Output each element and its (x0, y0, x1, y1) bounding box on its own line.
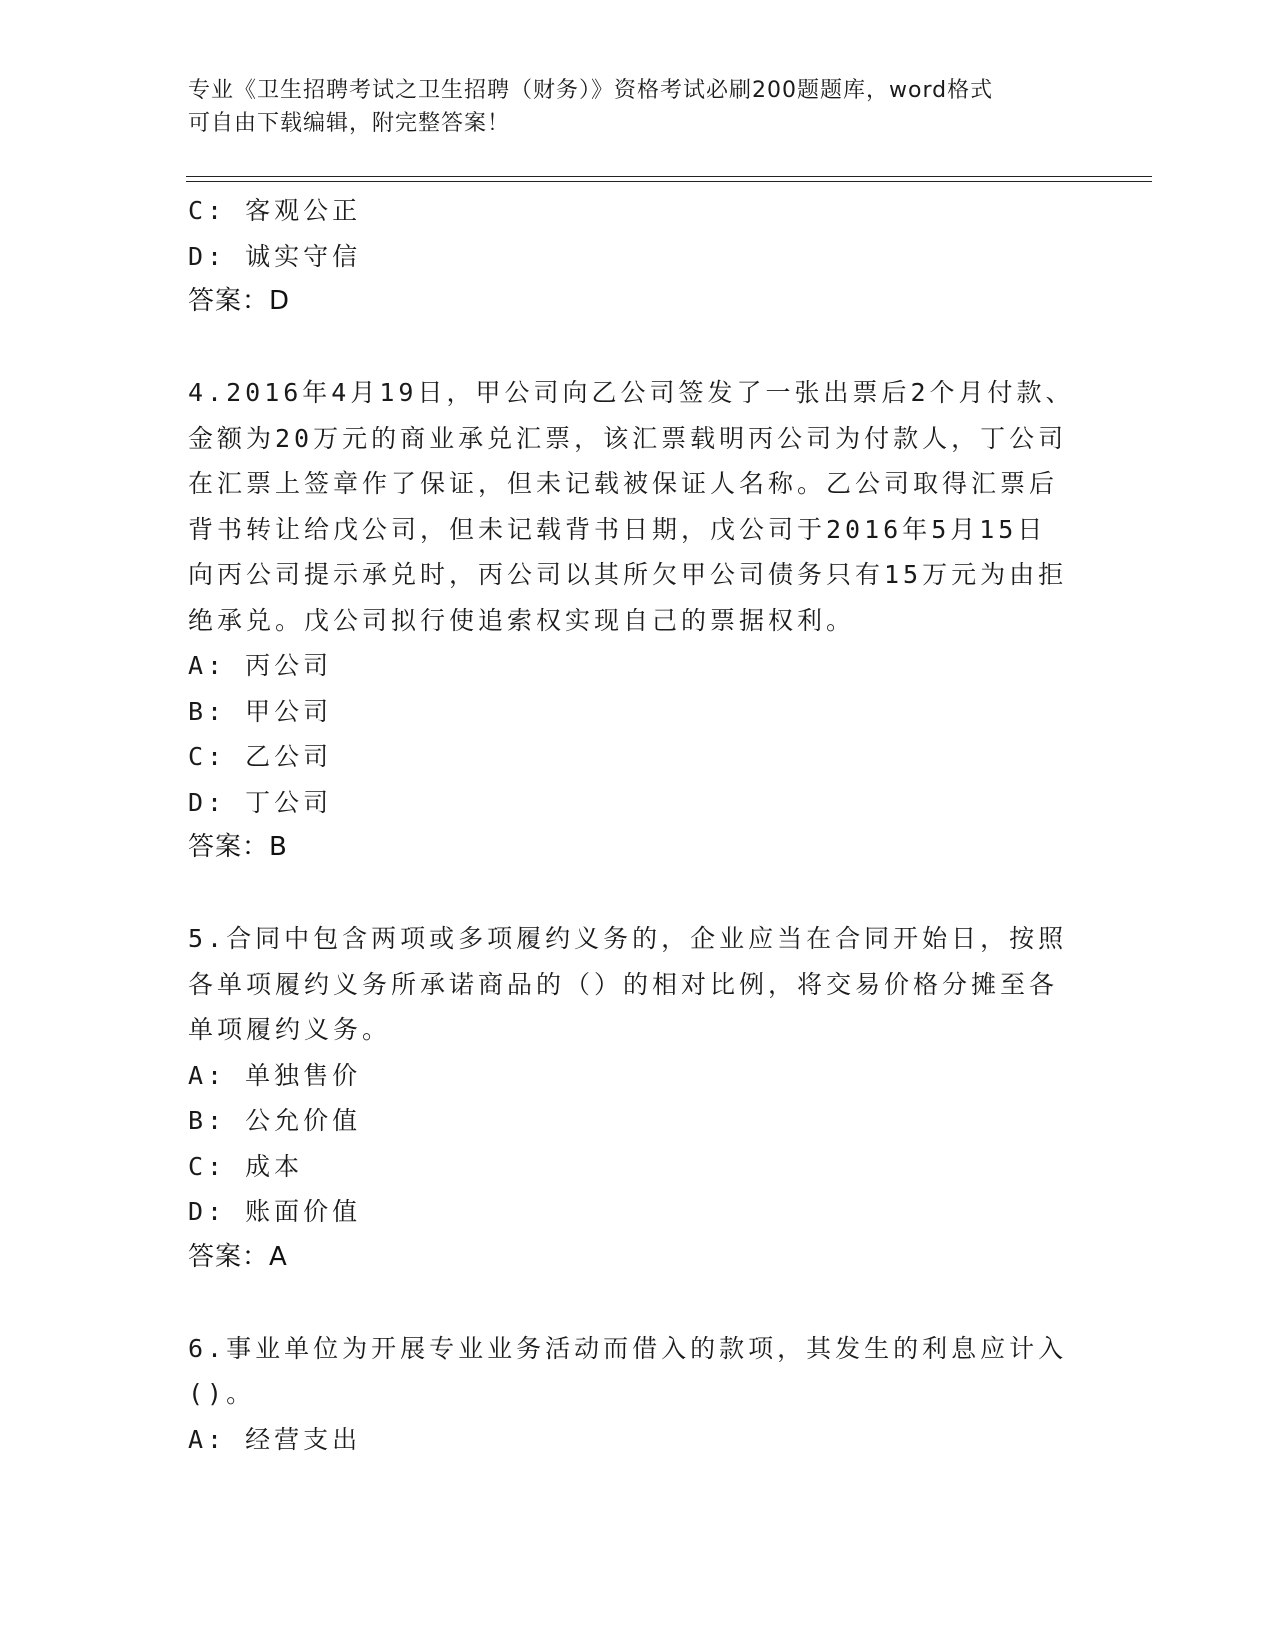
option-d: D: 账面价值 (188, 1197, 362, 1226)
question-text-line: 6.事业单位为开展专业业务活动而借入的款项，其发生的利息应计入 (188, 1333, 1068, 1363)
question-6 (188, 1326, 1088, 1463)
option-a: A: 单独售价 (188, 1060, 362, 1090)
question-text-line: 在汇票上签章作了保证，但未记载被保证人名称。乙公司取得汇票后 (188, 469, 1059, 498)
document-body (188, 188, 1088, 1462)
question-4 (188, 370, 1088, 871)
question-3-tail (188, 188, 1088, 325)
question-text-line: 5.合同中包含两项或多项履约义务的，企业应当在合同开始日，按照 (188, 924, 1068, 953)
header-line-1: 专业《卫生招聘考试之卫生招聘（财务）》资格考试必刷200题题库，word格式 (188, 78, 994, 103)
question-text-line: 4.2016年4月19日，甲公司向乙公司签发了一张出票后2个月付款、 (188, 378, 1075, 407)
spacer (188, 325, 1088, 371)
question-text-line: ()。 (188, 1379, 256, 1408)
answer: 答案：D (188, 286, 291, 316)
spacer (188, 1280, 1088, 1326)
option-b: B: 甲公司 (188, 696, 333, 726)
question-text-line: 金额为20万元的商业承兑汇票，该汇票载明丙公司为付款人，丁公司 (188, 423, 1068, 453)
option-a: A: 经营支出 (188, 1424, 362, 1454)
spacer (188, 871, 1088, 917)
question-text-line: 绝承兑。戊公司拟行使追索权实现自己的票据权利。 (188, 605, 856, 635)
question-text-line: 各单项履约义务所承诺商品的（）的相对比例，将交易价格分摊至各 (188, 969, 1059, 999)
question-text-line: 向丙公司提示承兑时，丙公司以其所欠甲公司债务只有15万元为由拒 (188, 560, 1068, 589)
option-d: D: 诚实守信 (188, 241, 362, 271)
question-text-line: 背书转让给戊公司，但未记载背书日期，戊公司于2016年5月15日 (188, 514, 1047, 544)
option-c: C: 客观公正 (188, 196, 362, 225)
document-header (188, 74, 1068, 140)
option-a: A: 丙公司 (188, 651, 333, 680)
header-rule-bottom (186, 181, 1152, 182)
option-d: D: 丁公司 (188, 787, 333, 817)
question-text-line: 单项履约义务。 (188, 1015, 392, 1044)
answer: 答案：A (188, 1241, 288, 1272)
option-b: B: 公允价值 (188, 1106, 362, 1135)
answer: 答案：B (188, 832, 288, 862)
option-c: C: 乙公司 (188, 742, 333, 771)
header-line-2: 可自由下载编辑，附完整答案！ (188, 111, 511, 136)
question-5 (188, 916, 1088, 1280)
option-c: C: 成本 (188, 1151, 304, 1181)
header-rule-top (186, 176, 1152, 177)
